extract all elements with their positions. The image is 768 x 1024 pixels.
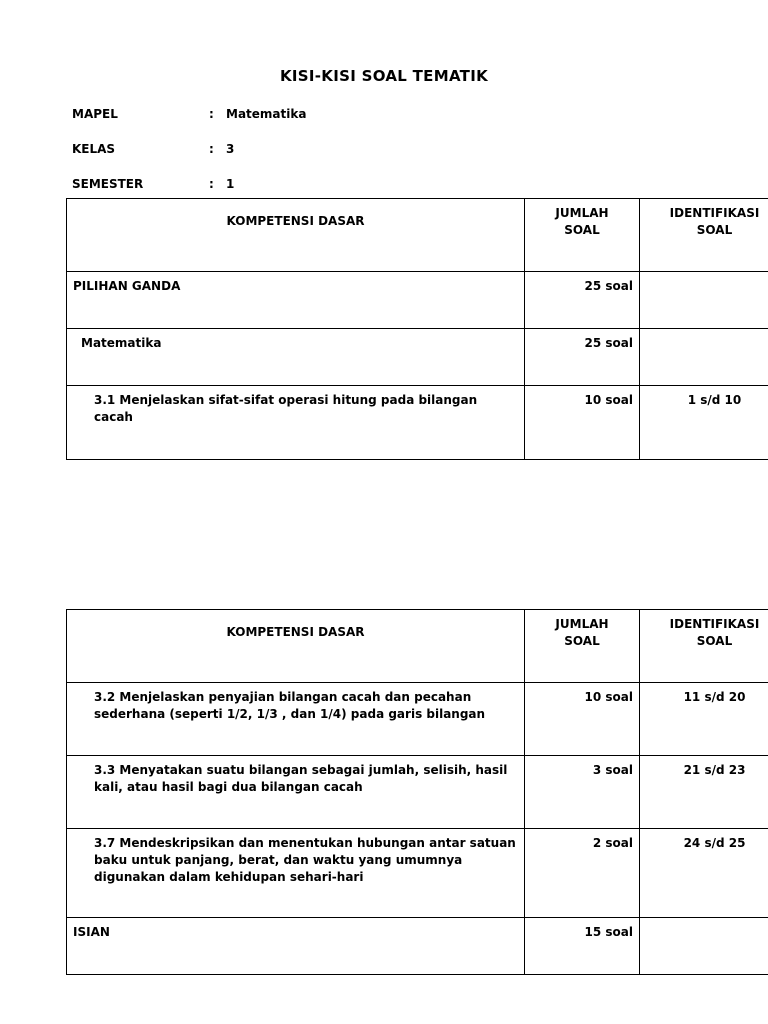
meta-label: SEMESTER	[72, 177, 144, 191]
meta-colon: :	[209, 107, 214, 121]
row-jumlah: 10 soal	[525, 683, 640, 756]
table-header-row	[67, 199, 768, 272]
table-row	[67, 386, 768, 460]
meta-label: MAPEL	[72, 107, 118, 121]
header-kompetensi-dasar: KOMPETENSI DASAR	[67, 199, 525, 272]
kisi-kisi-table-1	[66, 198, 768, 460]
header-jumlah-line1: JUMLAH	[555, 617, 609, 631]
table-row	[67, 329, 768, 386]
row-identifikasi	[640, 272, 768, 329]
row-kompetensi: 3.3 Menyatakan suatu bilangan sebagai jumlah, selisih, hasil kali, atau hasil bagi dua bilangan cacah	[67, 756, 525, 829]
row-kompetensi: 3.2 Menjelaskan penyajian bilangan cacah dan pecahan sederhana (seperti 1/2, 1/3 , dan 1/4) pada garis bilangan	[67, 683, 525, 756]
row-jumlah: 25 soal	[525, 329, 640, 386]
row-kompetensi: 3.7 Mendeskripsikan dan menentukan hubungan antar satuan baku untuk panjang, berat, dan waktu yang umumnya digunakan dalam kehidupan sehari-hari	[67, 829, 525, 918]
header-identifikasi-line1: IDENTIFIKASI	[669, 617, 760, 631]
table-row	[67, 683, 768, 756]
row-kompetensi: 3.1 Menjelaskan sifat-sifat operasi hitung pada bilangan cacah	[67, 386, 525, 460]
document-title: KISI-KISI SOAL TEMATIK	[279, 67, 489, 85]
header-jumlah-line1: JUMLAH	[555, 206, 609, 220]
row-kompetensi: Matematika	[67, 329, 525, 386]
header-identifikasi-line2: SOAL	[696, 634, 733, 648]
row-identifikasi	[640, 329, 768, 386]
table-row	[67, 756, 768, 829]
table-header-row	[67, 610, 768, 683]
meta-colon: :	[209, 142, 214, 156]
meta-value: Matematika	[226, 107, 307, 121]
row-jumlah: 3 soal	[525, 756, 640, 829]
row-identifikasi: 1 s/d 10	[640, 386, 768, 460]
header-jumlah-line2: SOAL	[564, 634, 600, 648]
row-identifikasi: 21 s/d 23	[640, 756, 768, 829]
row-identifikasi: 11 s/d 20	[640, 683, 768, 756]
meta-value: 3	[226, 142, 235, 156]
row-kompetensi: ISIAN	[67, 918, 525, 975]
row-jumlah: 15 soal	[525, 918, 640, 975]
row-jumlah: 2 soal	[525, 829, 640, 918]
row-identifikasi	[640, 918, 768, 975]
row-kompetensi: PILIHAN GANDA	[67, 272, 525, 329]
header-identifikasi-soal	[640, 610, 768, 683]
row-jumlah: 10 soal	[525, 386, 640, 460]
header-jumlah-line2: SOAL	[564, 223, 600, 237]
header-kompetensi-dasar: KOMPETENSI DASAR	[67, 610, 525, 683]
table-row	[67, 918, 768, 975]
meta-label: KELAS	[72, 142, 116, 156]
table-row	[67, 272, 768, 329]
header-identifikasi-soal	[640, 199, 768, 272]
kisi-kisi-table-2	[66, 609, 768, 975]
meta-value: 1	[226, 177, 235, 191]
table-row	[67, 829, 768, 918]
header-identifikasi-line1: IDENTIFIKASI	[669, 206, 760, 220]
meta-colon: :	[209, 177, 214, 191]
row-jumlah: 25 soal	[525, 272, 640, 329]
header-jumlah-soal	[525, 610, 640, 683]
row-identifikasi: 24 s/d 25	[640, 829, 768, 918]
header-jumlah-soal	[525, 199, 640, 272]
header-identifikasi-line2: SOAL	[696, 223, 733, 237]
